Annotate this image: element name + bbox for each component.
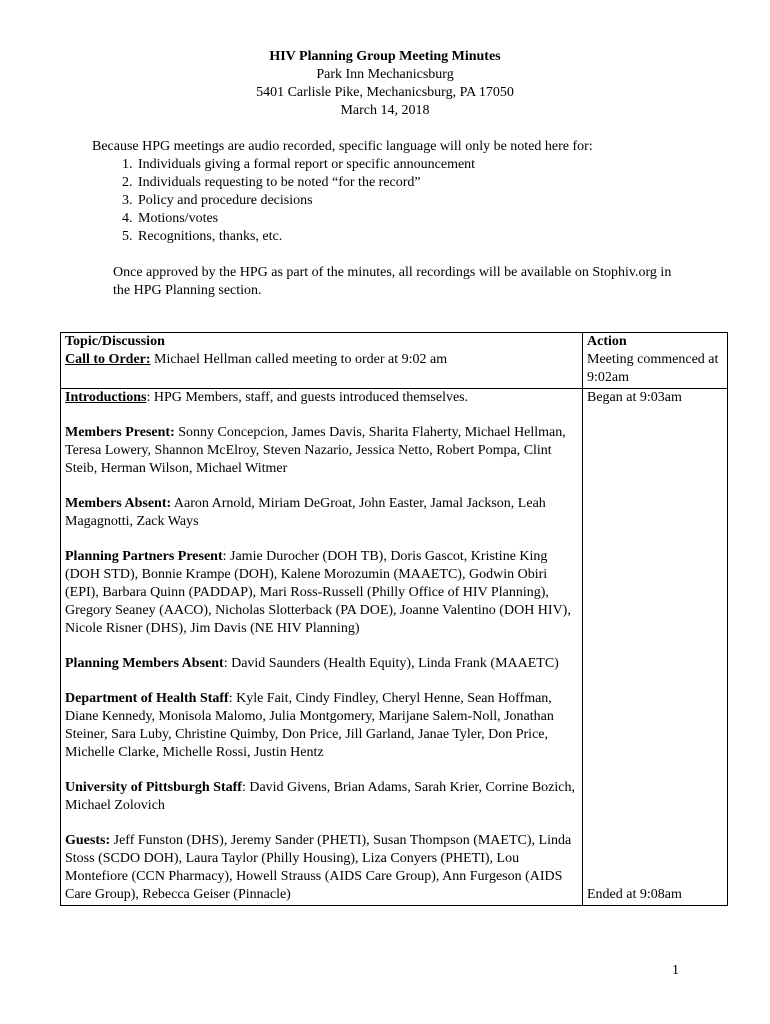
- minutes-table: [60, 332, 728, 906]
- guests-text: Jeff Funston (DHS), Jeremy Sander (PHETI), Susan Thompson (MAETC), Linda Stoss (SCDO DOH), Laura Taylor (Philly Housing), Liza Conyers (PHETI), Lou Montefiore (CCN Pharmacy), Howell Strauss (AIDS Care Group), Ann Furgeson (AIDS Care Group), Rebecca Geiser (Pinnacle): [65, 833, 572, 902]
- list-item: 3. Policy and procedure decisions: [136, 192, 712, 210]
- list-item: 4. Motions/votes: [136, 210, 712, 228]
- column-header-topic: Topic/Discussion: [65, 334, 165, 349]
- introductions-start-action: Began at 9:03am: [587, 390, 682, 405]
- members-absent-text: Aaron Arnold, Miriam DeGroat, John Easter, Jamal Jackson, Leah Magagnotti, Zack Ways: [65, 496, 546, 529]
- list-item: 5. Recognitions, thanks, etc.: [136, 228, 712, 246]
- meeting-date: March 14, 2018: [340, 103, 430, 118]
- members-absent-label: Members Absent:: [65, 496, 172, 511]
- page-number: 1: [672, 963, 679, 978]
- planning-members-absent-label: Planning Members Absent: [65, 656, 224, 671]
- members-present: [65, 424, 578, 478]
- introductions-text: : HPG Members, staff, and guests introduced themselves.: [146, 390, 469, 405]
- action-cell: [583, 389, 728, 906]
- members-present-text: Sonny Concepcion, James Davis, Sharita Flaherty, Michael Hellman, Teresa Lowery, Shannon McElroy, Steven Nazario, Jessica Netto, Robert Pompa, Clint Steib, Herman Wilson, Michael Witmer: [65, 425, 566, 476]
- recording-notice: [92, 138, 712, 246]
- column-header-action: Action: [587, 334, 627, 349]
- health-staff-label: Department of Health Staff: [65, 691, 229, 706]
- planning-members-absent-text: : David Saunders (Health Equity), Linda Frank (MAAETC): [223, 656, 559, 671]
- planning-members-absent: [65, 655, 578, 673]
- list-item: 1. Individuals giving a formal report or specific announcement: [136, 156, 712, 174]
- call-to-order: [65, 351, 578, 369]
- introductions-end-action: Ended at 9:08am: [587, 887, 682, 902]
- introductions-label: Introductions: [65, 390, 147, 405]
- action-cell: [583, 333, 728, 389]
- call-to-order-label: Call to Order:: [65, 352, 151, 367]
- table-row: [61, 333, 728, 389]
- address: 5401 Carlisle Pike, Mechanicsburg, PA 17050: [256, 85, 514, 100]
- document-title: HIV Planning Group Meeting Minutes: [269, 49, 501, 64]
- topic-cell: [61, 333, 583, 389]
- guests-label: Guests:: [65, 833, 111, 848]
- planning-partners-present-text: : Jamie Durocher (DOH TB), Doris Gascot, Kristine King (DOH STD), Bonnie Krampe (DOH), Kalene Morozumin (MAAETC), Godwin Obiri (EPI), Barbara Quinn (PADDAP), Mari Ross-Russell (Philly Office of HIV Planning), Gregory Seaney (AACO), Nicholas Slotterback (PA DOE), Joanne Valentino (DOH HIV), Nicole Risner (DHS), Jim Davis (NE HIV Planning): [65, 549, 571, 636]
- recording-notice-text: Because HPG meetings are audio recorded, specific language will only be noted here for:: [92, 139, 593, 154]
- table-row: [61, 389, 728, 906]
- members-present-label: Members Present:: [65, 425, 175, 440]
- health-staff-text: : Kyle Fait, Cindy Findley, Cheryl Henne, Sean Hoffman, Diane Kennedy, Monisola Malomo, Julia Montgomery, Marijane Salem-Noll, Jonathan Steiner, Sara Luby, Christine Quimby, Don Price, Jill Garland, Janae Tyler, Don Price, Michelle Clarke, Michelle Rossi, Justin Hentz: [65, 691, 554, 760]
- pitt-staff-label: University of Pittsburgh Staff: [65, 780, 242, 795]
- planning-partners-present-label: Planning Partners Present: [65, 549, 223, 564]
- introductions-actions: [587, 389, 723, 904]
- list-item: 2. Individuals requesting to be noted “for the record”: [136, 174, 712, 192]
- members-absent: [65, 495, 578, 531]
- approval-note: Once approved by the HPG as part of the minutes, all recordings will be available on Stophiv.org in the HPG Planning section.: [113, 265, 672, 298]
- topic-cell: [61, 389, 583, 906]
- pitt-staff: [65, 779, 578, 815]
- recording-notice-list: [92, 156, 712, 246]
- planning-partners-present: [65, 548, 578, 638]
- pitt-staff-text: : David Givens, Brian Adams, Sarah Krier, Corrine Bozich, Michael Zolovich: [65, 780, 575, 813]
- introductions: [65, 389, 578, 407]
- call-to-order-action: Meeting commenced at 9:02am: [587, 352, 719, 385]
- venue: Park Inn Mechanicsburg: [316, 67, 454, 82]
- guests: [65, 832, 578, 904]
- health-staff: [65, 690, 578, 762]
- call-to-order-text: Michael Hellman called meeting to order at 9:02 am: [150, 352, 448, 367]
- document-header: [0, 48, 770, 120]
